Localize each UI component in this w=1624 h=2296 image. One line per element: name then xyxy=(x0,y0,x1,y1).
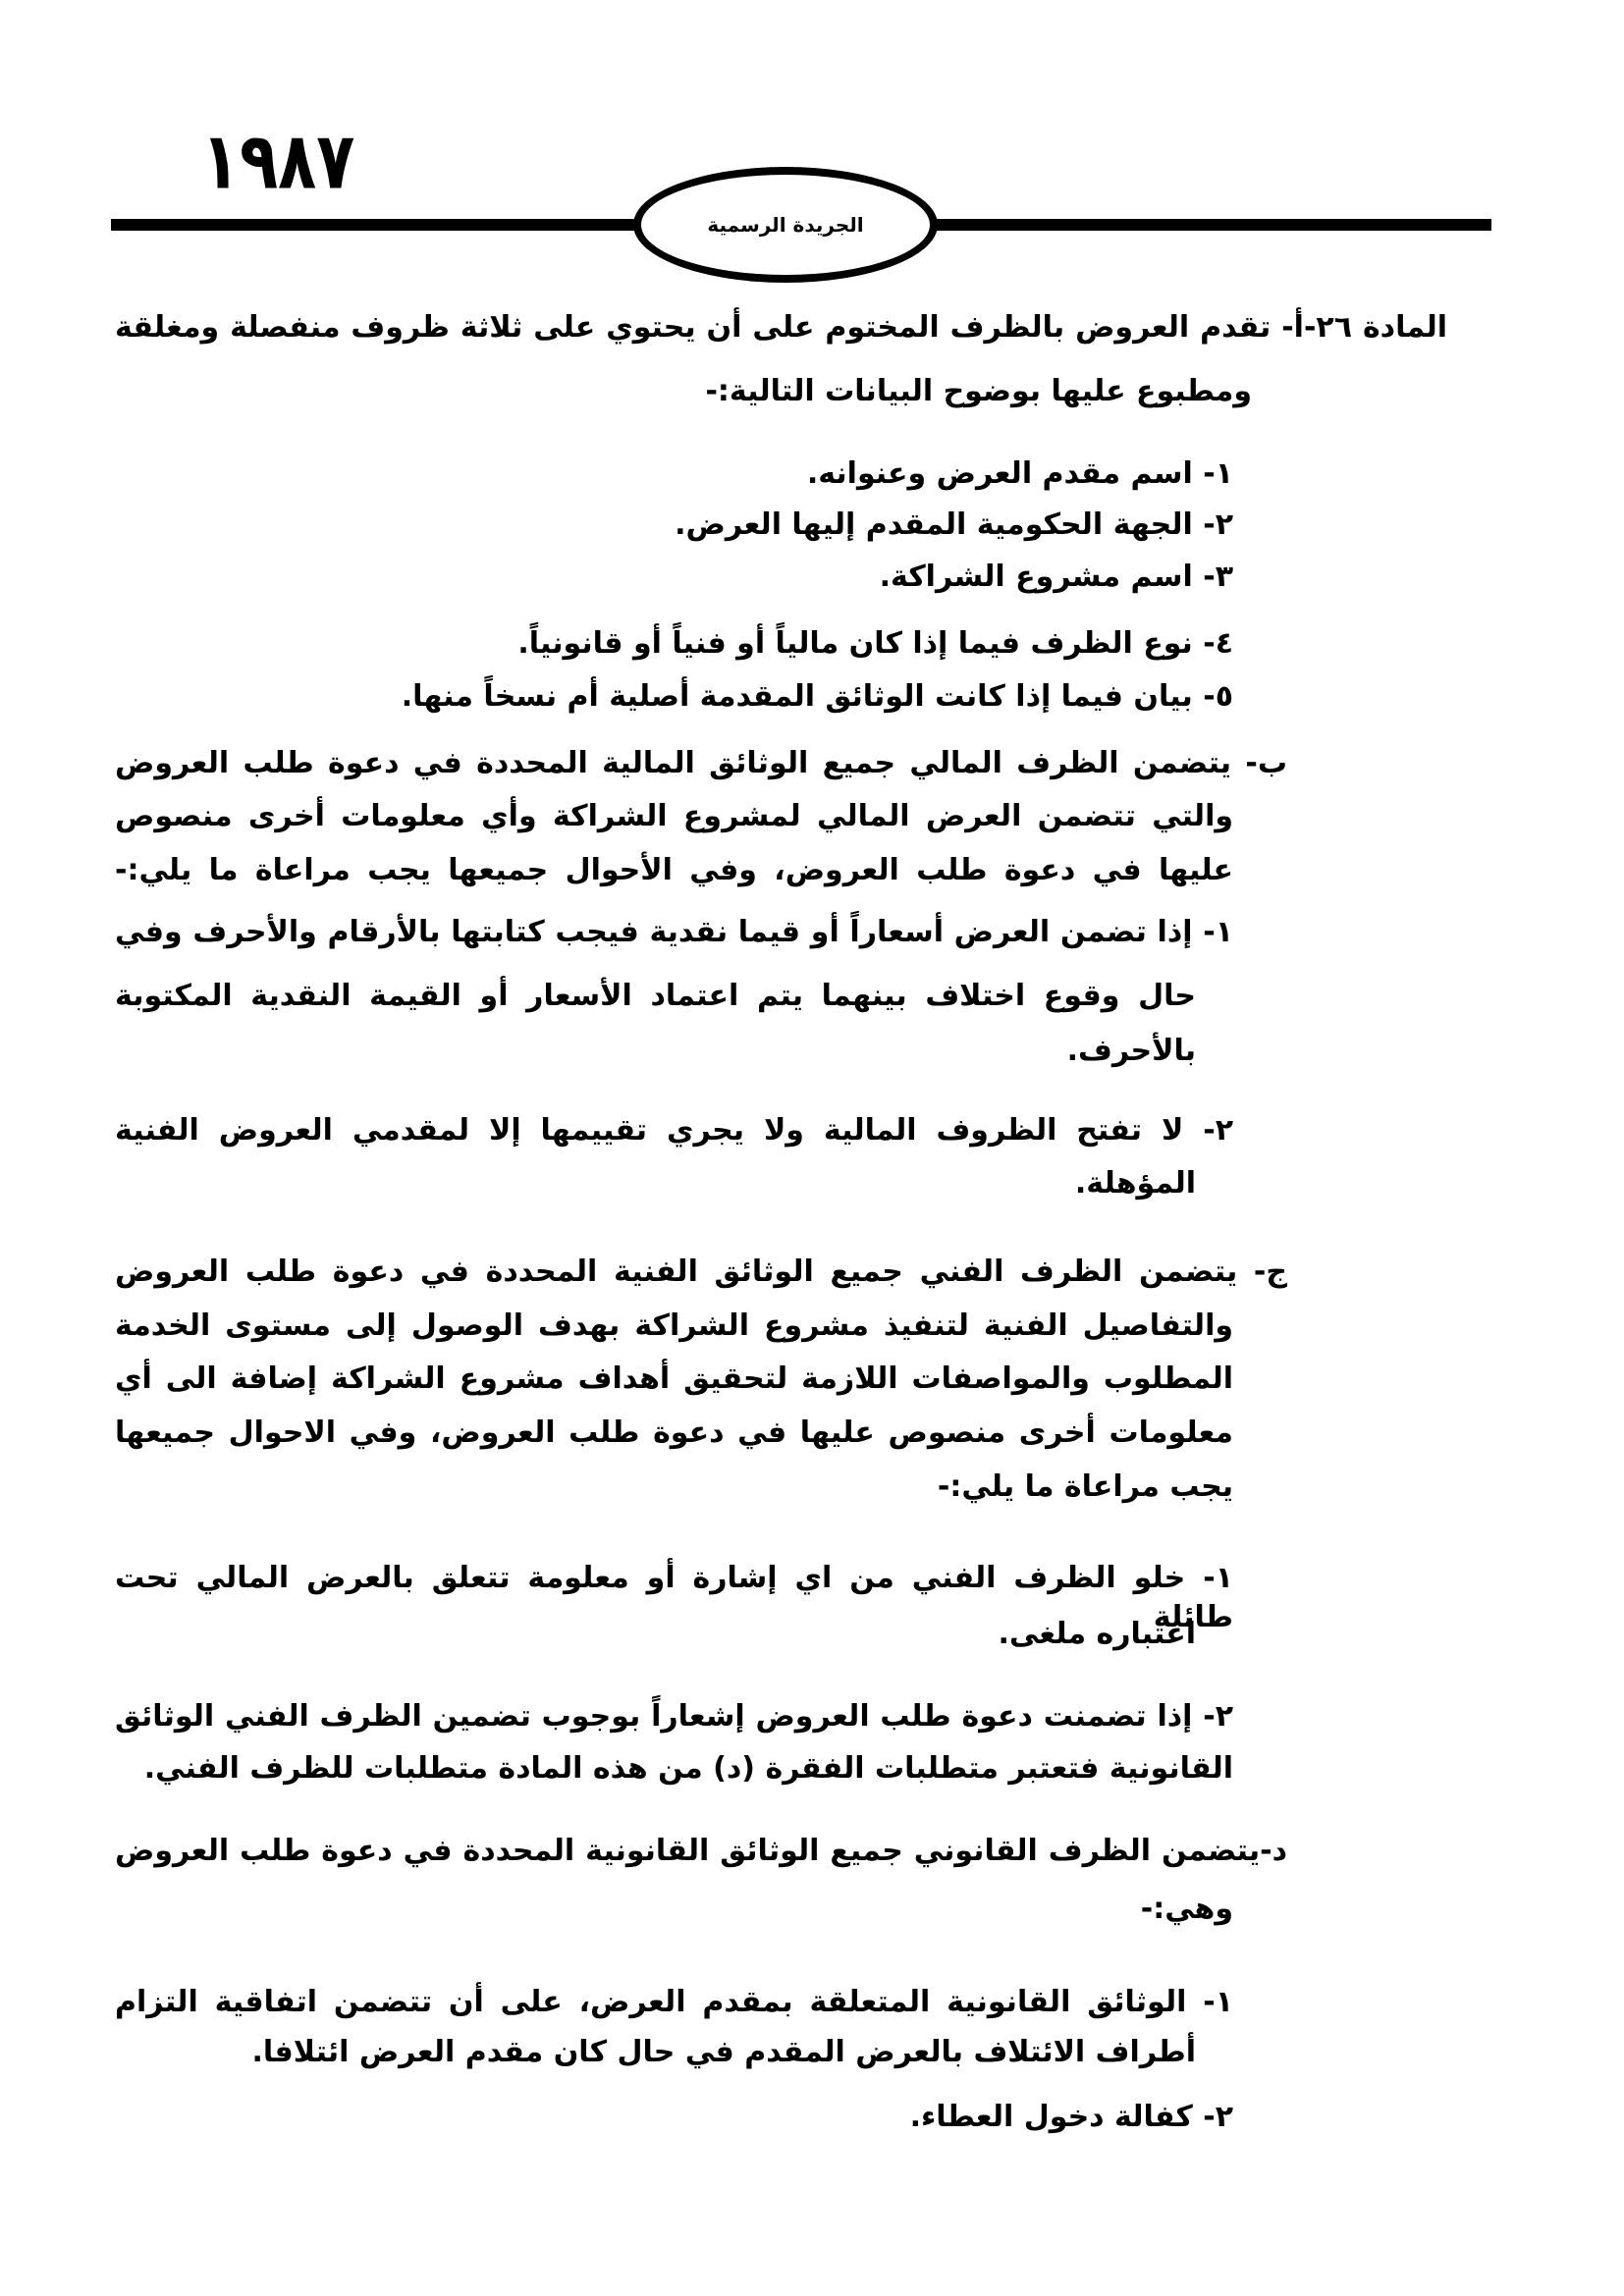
text-line: ٥- بيان فيما إذا كانت الوثائق المقدمة أصلية أم نسخاً منها. xyxy=(401,679,1233,714)
text-line: اعتباره ملغى. xyxy=(998,1617,1196,1651)
text-line: وهي:- xyxy=(1140,1892,1233,1926)
gazette-title: الجريدة الرسمية xyxy=(707,213,864,237)
text-line: ج- يتضمن الظرف الفني جميع الوثائق الفنية المحددة في دعوة طلب العروض xyxy=(115,1255,1287,1289)
text-line: عليها في دعوة طلب العروض، وفي الأحوال جميعها يجب مراعاة ما يلي:- xyxy=(115,853,1233,887)
text-line: د-يتضمن الظرف القانوني جميع الوثائق القانونية المحددة في دعوة طلب العروض xyxy=(115,1834,1287,1868)
text-line: المادة ٢٦-أ- تقدم العروض بالظرف المختوم على أن يحتوي على ثلاثة ظروف منفصلة ومغلقة xyxy=(115,310,1447,345)
text-line: حال وقوع اختلاف بينهما يتم اعتماد الأسعار أو القيمة النقدية المكتوبة xyxy=(115,979,1196,1013)
gazette-title-oval xyxy=(633,167,938,283)
text-line: أطراف الائتلاف بالعرض المقدم في حال كان مقدم العرض ائتلافا. xyxy=(251,2035,1196,2069)
text-line: ٢- الجهة الحكومية المقدم إليها العرض. xyxy=(675,507,1233,542)
text-line: القانونية فتعتبر متطلبات الفقرة (د) من هذه المادة متطلبات للظرف الفني. xyxy=(143,1751,1233,1786)
header-rule-left xyxy=(111,219,641,231)
text-line: يجب مراعاة ما يلي:- xyxy=(937,1469,1233,1504)
page-number: ١٩٨٧ xyxy=(201,116,355,208)
text-line: ١- الوثائق القانونية المتعلقة بمقدم العرض، على أن تتضمن اتفاقية التزام xyxy=(115,1985,1233,2019)
text-line: والتفاصيل الفنية لتنفيذ مشروع الشراكة بهدف الوصول إلى مستوى الخدمة xyxy=(115,1308,1233,1343)
text-line: ٢- كفالة دخول العطاء. xyxy=(909,2100,1233,2134)
text-line: المطلوب والمواصفات اللازمة لتحقيق أهداف مشروع الشراكة إضافة الى أي xyxy=(115,1362,1233,1396)
header-rule-right xyxy=(931,219,1491,231)
text-line: والتي تتضمن العرض المالي لمشروع الشراكة وأي معلومات أخرى منصوص xyxy=(115,799,1233,833)
text-line: معلومات أخرى منصوص عليها في دعوة طلب العروض، وفي الاحوال جميعها xyxy=(115,1415,1233,1450)
text-line: بالأحرف. xyxy=(1066,1034,1196,1068)
text-line: ومطبوع عليها بوضوح البيانات التالية:- xyxy=(705,374,1252,408)
text-line: ١- اسم مقدم العرض وعنوانه. xyxy=(806,456,1233,491)
text-line: ٢- إذا تضمنت دعوة طلب العروض إشعاراً بوجوب تضمين الظرف الفني الوثائق xyxy=(115,1699,1233,1734)
text-line: ٢- لا تفتح الظروف المالية ولا يجري تقييمها إلا لمقدمي العروض الفنية xyxy=(115,1113,1233,1148)
text-line: ١- إذا تضمن العرض أسعاراً أو قيما نقدية فيجب كتابتها بالأرقام والأحرف وفي xyxy=(115,915,1233,949)
text-line: ٤- نوع الظرف فيما إذا كان مالياً أو فنياً أو قانونياً. xyxy=(517,626,1233,661)
text-line: ب- يتضمن الظرف المالي جميع الوثائق المالية المحددة في دعوة طلب العروض xyxy=(115,746,1287,780)
text-line: المؤهلة. xyxy=(1074,1166,1196,1201)
text-line: ١- خلو الظرف الفني من اي إشارة أو معلومة تتعلق بالعرض المالي تحت طائلة xyxy=(115,1561,1233,1634)
text-line: ٣- اسم مشروع الشراكة. xyxy=(879,560,1233,594)
